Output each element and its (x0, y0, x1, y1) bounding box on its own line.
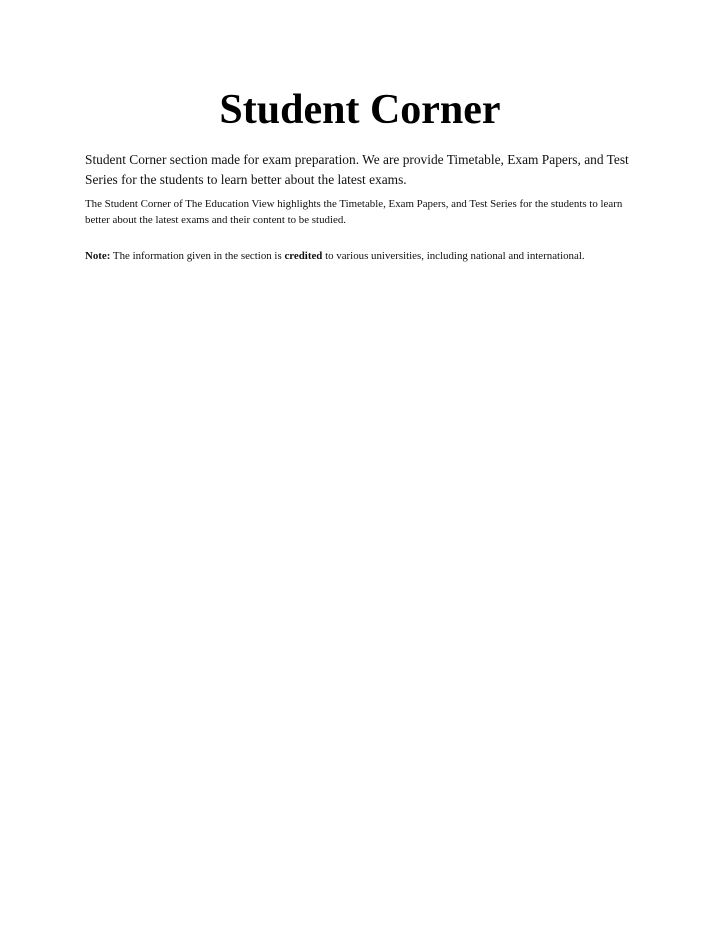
note-text-before: The information given in the section is (110, 250, 285, 262)
intro-paragraph: Student Corner section made for exam preparation. We are provide Timetable, Exam Papers, and Test Series for the students to learn better about the latest exams. (85, 152, 629, 187)
note-paragraph (85, 249, 665, 264)
note-emphasis: credited (284, 250, 323, 262)
note-label: Note: (85, 250, 111, 262)
page-title: Student Corner (219, 87, 501, 133)
note-text-after: to various universities, including national and international. (322, 250, 585, 262)
highlight-paragraph: The Student Corner of The Education View highlights the Timetable, Exam Papers, and Test Series for the students to learn better about the latest exams and their content to be studied. (85, 198, 623, 226)
